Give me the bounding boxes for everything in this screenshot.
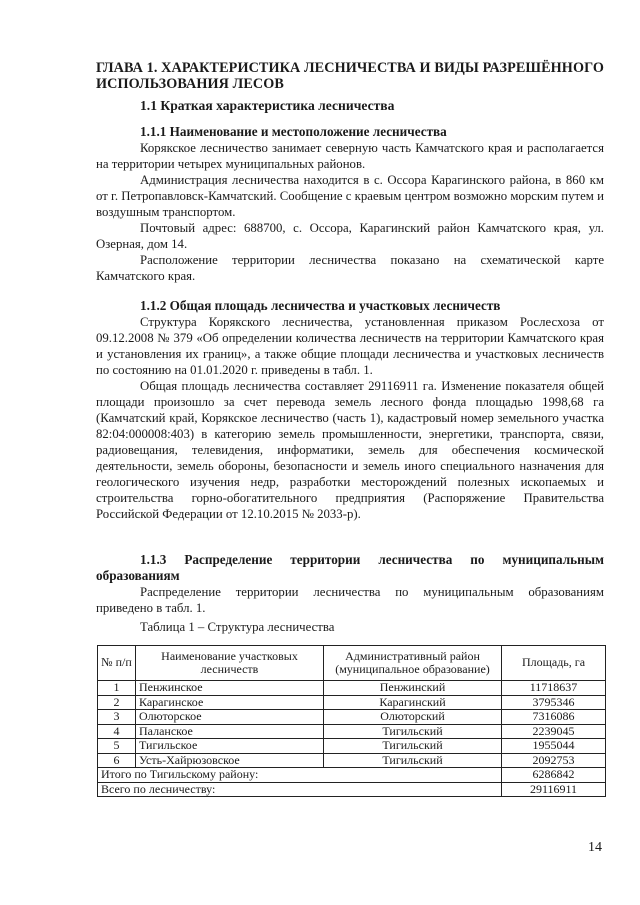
area-value: 2239045 [502,724,606,739]
area-value: 3795346 [502,695,606,710]
subtotal-value: 6286842 [502,768,606,783]
table-row [98,724,606,739]
chapter-title: ГЛАВА 1. ХАРАКТЕРИСТИКА ЛЕСНИЧЕСТВА И ВИДЫ РАЗРЕШЁННОГО ИСПОЛЬЗОВАНИЯ ЛЕСОВ [96,60,604,92]
district-name: Олюторский [324,710,502,725]
paragraph: Расположение территории лесничества показано на схематической карте Камчатского края. [96,253,604,283]
district-name: Тигильский [324,724,502,739]
table-header-row [98,646,606,681]
paragraph: Почтовый адрес: 688700, с. Оссора, Карагинский район Камчатского края, ул. Озерная, дом 14. [96,221,604,251]
district-name: Пенжинский [324,681,502,696]
district-name: Карагинский [324,695,502,710]
row-number: 1 [98,681,136,696]
table-row [98,753,606,768]
row-number: 3 [98,710,136,725]
page-number: 14 [588,840,602,855]
area-value: 1955044 [502,739,606,754]
paragraph: Структура Корякского лесничества, установленная приказом Рослесхоза от 09.12.2008 № 379 «Об определении количества лесничеств на территории Камчатского края и установления их границ», а также общие площади лесничества и участковых лесничеств по состоянию на 01.01.2020 г. приведены в табл. 1. [96,315,604,377]
lesnichestvo-name: Паланское [136,724,324,739]
total-value: 29116911 [502,782,606,797]
total-label: Всего по лесничеству: [98,782,502,797]
paragraph: Администрация лесничества находится в с. Оссора Карагинского района, в 860 км от г. Петропавловск-Камчатский. Сообщение с краевым центром возможно морским путем и воздушным транспортом. [96,173,604,219]
total-row [98,782,606,797]
lesnichestvo-name: Олюторское [136,710,324,725]
lesnichestvo-name: Тигильское [136,739,324,754]
area-value: 11718637 [502,681,606,696]
section-heading-1-1-3: 1.1.3 Распределение территории лесничества по муниципальным образованиям [96,552,604,583]
lesnichestvo-name: Пенжинское [136,681,324,696]
district-name: Тигильский [324,753,502,768]
row-number: 4 [98,724,136,739]
table-row [98,739,606,754]
area-value: 2092753 [502,753,606,768]
structure-table [97,645,606,797]
table-caption: Таблица 1 – Структура лесничества [140,620,335,634]
paragraph: Корякское лесничество занимает северную часть Камчатского края и располагается на территории четырех муниципальных районов. [96,141,604,171]
subtotal-row [98,768,606,783]
col-header-number: № п/п [98,646,136,681]
table-row [98,681,606,696]
lesnichestvo-name: Карагинское [136,695,324,710]
section-heading-1-1-2: 1.1.2 Общая площадь лесничества и участковых лесничеств [140,298,501,313]
subtotal-label: Итого по Тигильскому району: [98,768,502,783]
col-header-name: Наименование участковых лесничеств [136,646,324,681]
row-number: 6 [98,753,136,768]
col-header-district: Административный район (муниципальное образование) [324,646,502,681]
area-value: 7316086 [502,710,606,725]
row-number: 5 [98,739,136,754]
col-header-area: Площадь, га [502,646,606,681]
paragraph: Общая площадь лесничества составляет 29116911 га. Изменение показателя общей площади произошло за счет перевода земель лесного фонда площадью 1998,68 га (Камчатский край, Корякское лесничество (часть 1), кадастровый номер земельного участка 82:04:000008:403) в категорию земель промышленности, энергетики, транспорта, связи, радиовещания, телевидения, информатики, земель для обеспечения космической деятельности, земель обороны, безопасности и земель иного специального назначения для геологического изучения недр, разработки месторождений полезных ископаемых и строительства горно-обогатительного предприятия (Распоряжение Правительства Российской Федерации от 12.10.2015 № 2033-р). [96,379,604,521]
section-heading-1-1: 1.1 Краткая характеристика лесничества [140,98,395,113]
paragraph: Распределение территории лесничества по муниципальным образованиям приведено в табл. 1. [96,585,604,615]
lesnichestvo-name: Усть-Хайрюзовское [136,753,324,768]
row-number: 2 [98,695,136,710]
table-row [98,695,606,710]
section-heading-1-1-1: 1.1.1 Наименование и местоположение лесничества [140,124,447,139]
district-name: Тигильский [324,739,502,754]
table-row [98,710,606,725]
